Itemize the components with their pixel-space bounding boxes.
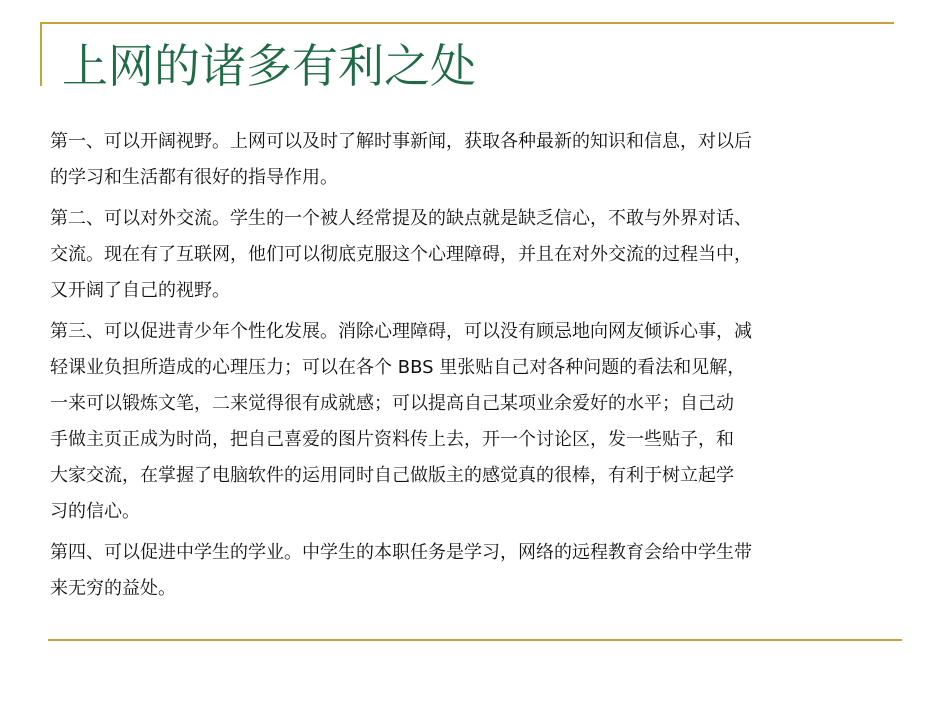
paragraph-2 — [50, 201, 896, 309]
paragraph-line: 一来可以锻炼文笔，二来觉得很有成就感；可以提高自己某项业余爱好的水平；自己动 — [50, 393, 734, 414]
paragraph-1 — [50, 124, 896, 196]
paragraph-line: 的学习和生活都有很好的指导作用。 — [50, 167, 338, 188]
paragraph-line: 习的信心。 — [50, 501, 140, 522]
paragraph-4 — [50, 535, 896, 607]
slide-title: 上网的诸多有利之处 — [62, 39, 476, 93]
paragraph-line: 轻课业负担所造成的心理压力；可以在各个 BBS 里张贴自己对各种问题的看法和见解， — [50, 357, 746, 378]
paragraph-line: 第二、可以对外交流。学生的一个被人经常提及的缺点就是缺乏信心，不敢与外界对话、 — [50, 208, 752, 229]
top-rule — [40, 22, 894, 24]
paragraph-line: 交流。现在有了互联网，他们可以彻底克服这个心理障碍，并且在对外交流的过程当中， — [50, 244, 752, 265]
slide-body — [50, 124, 896, 612]
paragraph-3 — [50, 314, 896, 530]
left-rule — [40, 22, 42, 86]
paragraph-line: 第三、可以促进青少年个性化发展。消除心理障碍，可以没有顾忌地向网友倾诉心事，减 — [50, 321, 752, 342]
paragraph-line: 又开阔了自己的视野。 — [50, 280, 230, 301]
paragraph-line: 大家交流，在掌握了电脑软件的运用同时自己做版主的感觉真的很棒，有利于树立起学 — [50, 465, 734, 486]
paragraph-line: 来无穷的益处。 — [50, 578, 176, 599]
paragraph-line: 第四、可以促进中学生的学业。中学生的本职任务是学习，网络的远程教育会给中学生带 — [50, 542, 752, 563]
paragraph-line: 第一、可以开阔视野。上网可以及时了解时事新闻，获取各种最新的知识和信息，对以后 — [50, 131, 752, 152]
bottom-rule — [48, 639, 902, 641]
paragraph-line: 手做主页正成为时尚，把自己喜爱的图片资料传上去，开一个讨论区，发一些贴子，和 — [50, 429, 734, 450]
